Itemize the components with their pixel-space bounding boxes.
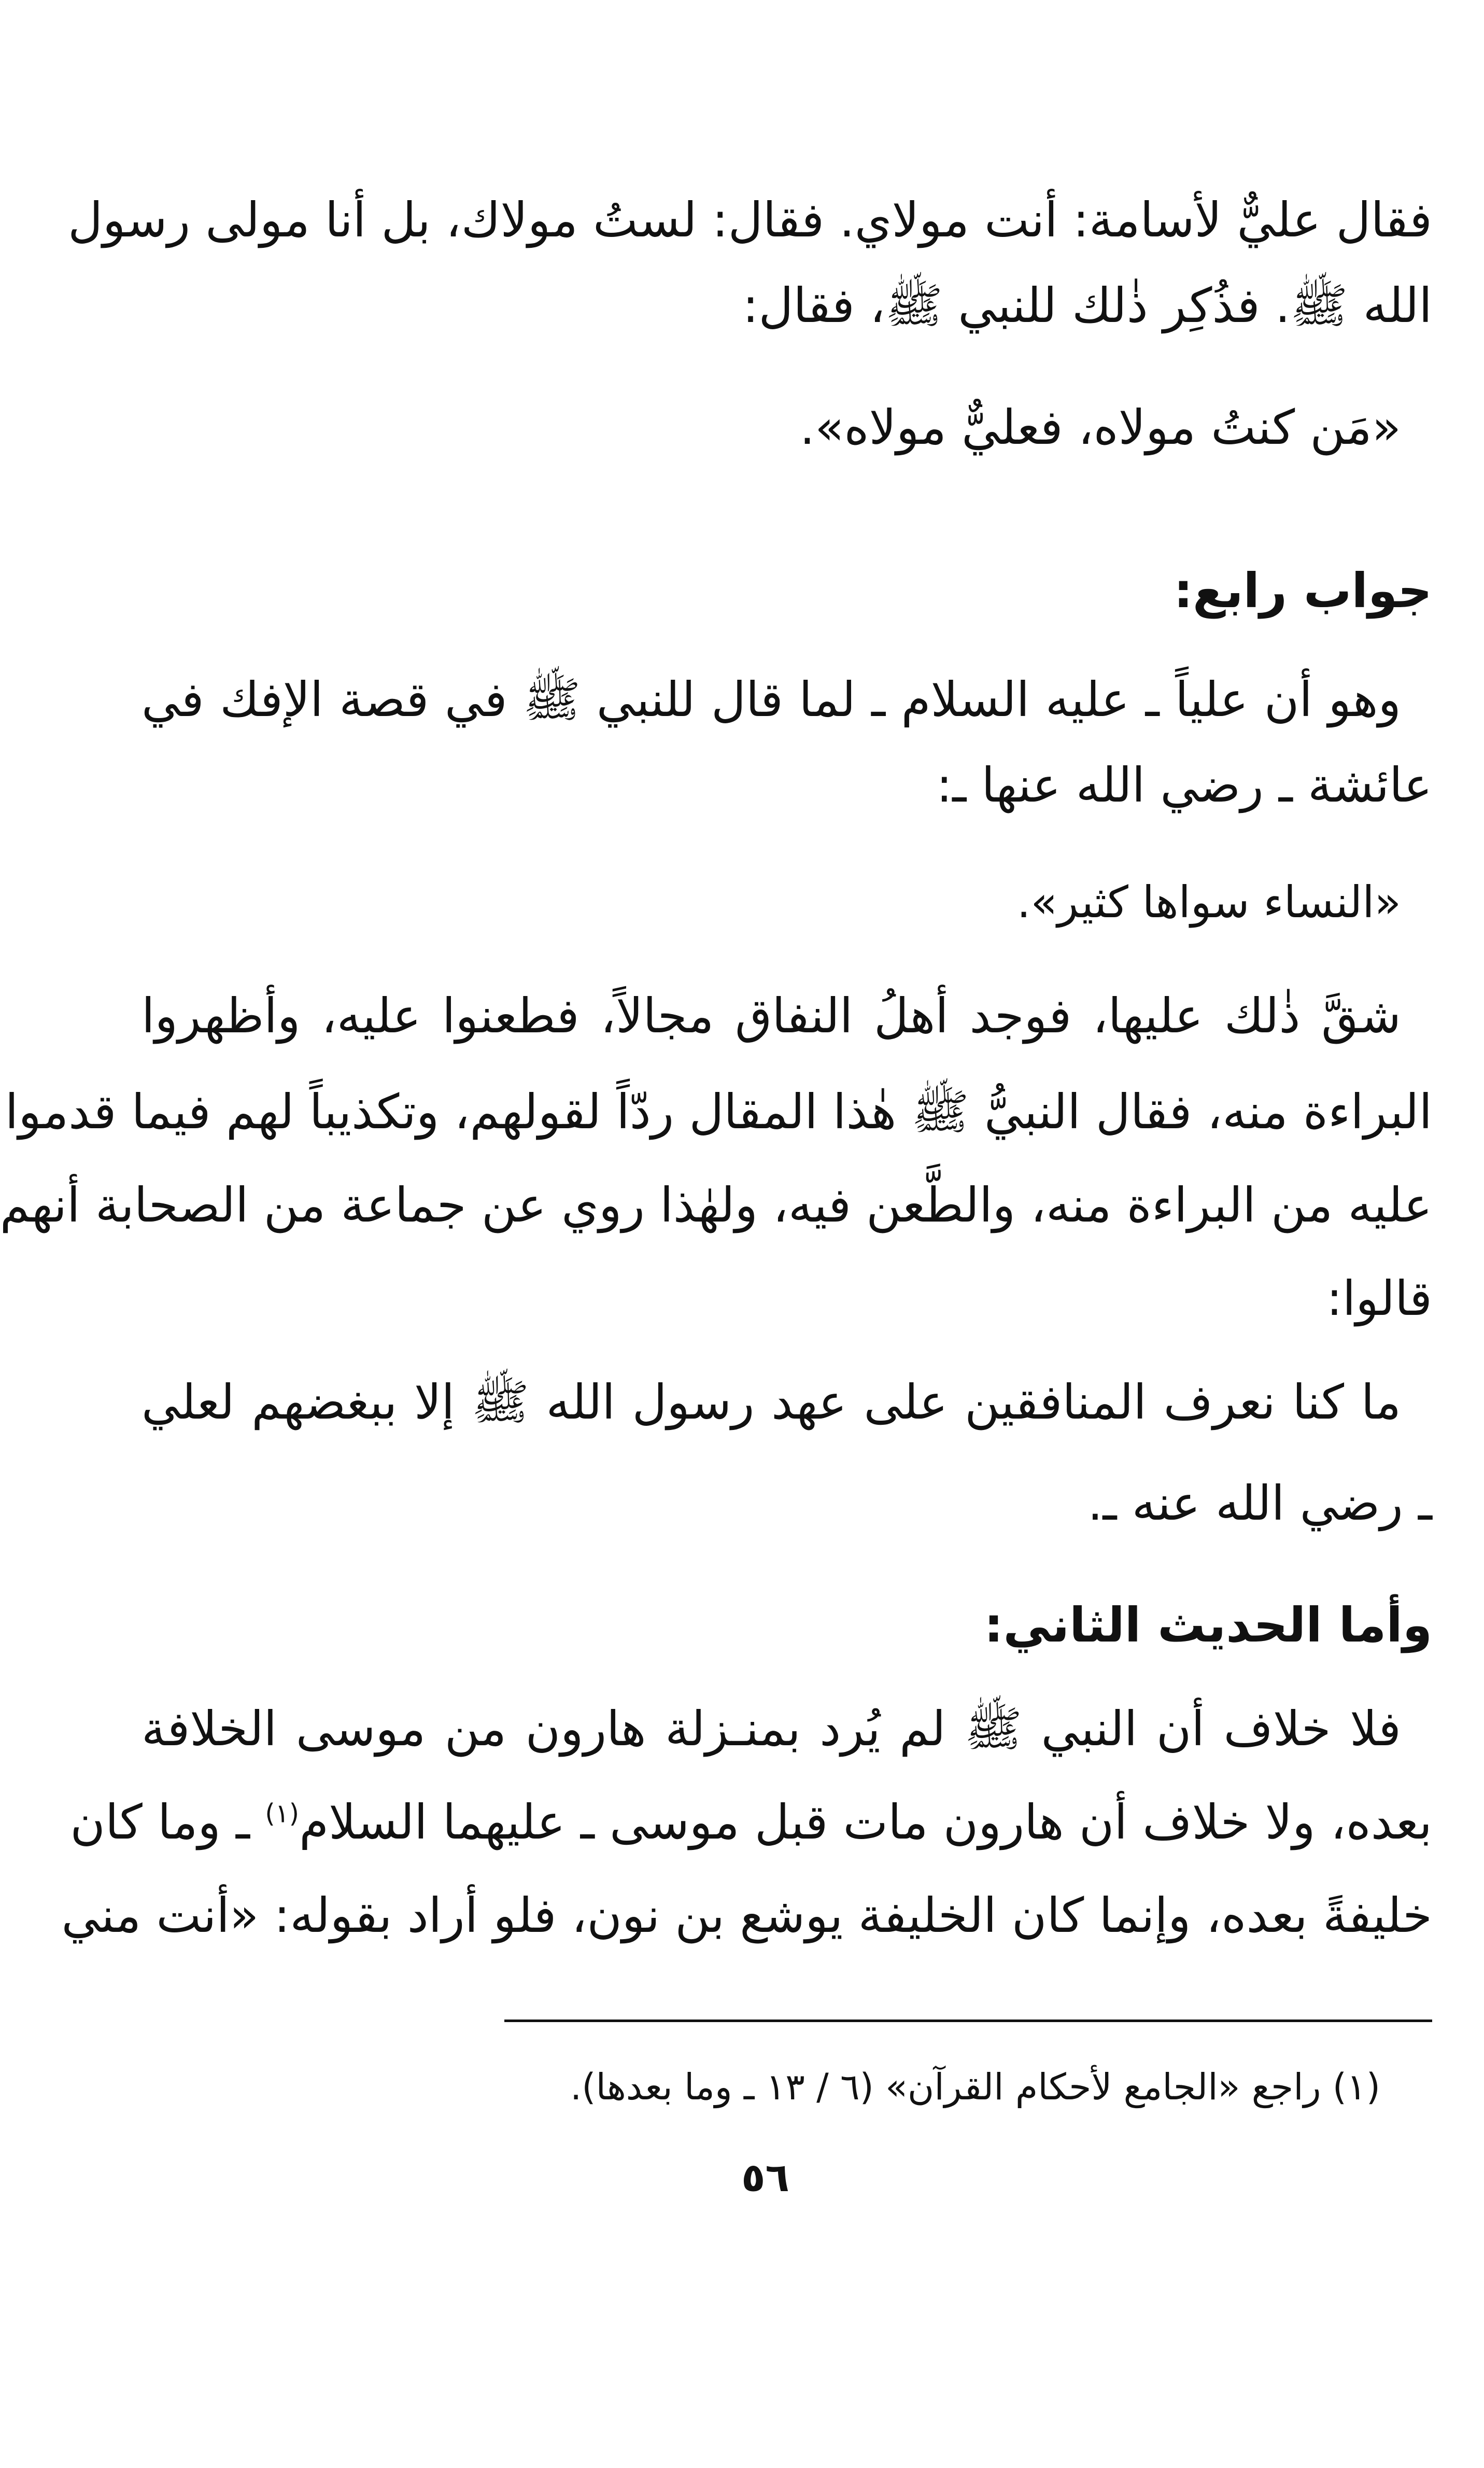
quoted-hadith: «مَن كنتُ مولاه، فعليٌّ مولاه». [799, 400, 1401, 455]
text-line-11: قالوا: [1326, 1271, 1432, 1326]
footnote: (١) راجع «الجامع لأحكام القرآن» (٦ / ١٣ ـ وما بعدها). [570, 2066, 1380, 2108]
text-line-15: فلا خلاف أن النبي ﷺ لم يُرد بمنـزلة هارون من موسى الخلافة [142, 1701, 1401, 1757]
text-line-16-main: بعده، ولا خلاف أن هارون مات قبل موسى ـ عليهما السلام [299, 1794, 1432, 1850]
footnote-marker: (١) [265, 1798, 300, 1829]
quoted-saying: «النساء سواها كثير». [1016, 877, 1401, 928]
footnote-divider [504, 2020, 1432, 2022]
page-number: ٥٦ [741, 2154, 789, 2200]
section-heading-fourth-answer: جواب رابع: [1174, 563, 1432, 619]
text-line-1: فقال عليٌّ لأسامة: أنت مولاي. فقال: لستُ مولاك، بل أنا مولى رسول [68, 192, 1432, 248]
text-line-10: عليه من البراءة منه، والطَّعن فيه، ولهٰذا روي عن جماعة من الصحابة أنهم [0, 1177, 1432, 1233]
section-heading-second-hadith: وأما الحديث الثاني: [984, 1597, 1432, 1653]
text-line-9: البراءة منه، فقال النبيُّ ﷺ هٰذا المقال ردّاً لقولهم، وتكذيباً لهم فيما قدموا [5, 1084, 1432, 1140]
text-line-6: عائشة ـ رضي الله عنها ـ: [936, 758, 1432, 813]
text-line-17: خليفةً بعده، وإنما كان الخليفة يوشع بن نون، فلو أراد بقوله: «أنت مني [61, 1888, 1432, 1943]
text-line-8: شقَّ ذٰلك عليها، فوجد أهلُ النفاق مجالاً، فطعنوا عليه، وأظهروا [142, 988, 1401, 1044]
text-line-2: الله ﷺ. فذُكِر ذٰلك للنبي ﷺ، فقال: [742, 278, 1432, 333]
text-line-12: ما كنا نعرف المنافقين على عهد رسول الله ﷺ إلا ببغضهم لعلي [142, 1375, 1401, 1430]
text-line-5: وهو أن علياً ـ عليه السلام ـ لما قال للنبي ﷺ في قصة الإفك في [142, 672, 1401, 727]
text-line-16 [70, 1789, 1432, 1856]
text-line-13: ـ رضي الله عنه ـ. [1087, 1476, 1432, 1531]
text-line-16-tail: ـ وما كان [70, 1794, 250, 1850]
